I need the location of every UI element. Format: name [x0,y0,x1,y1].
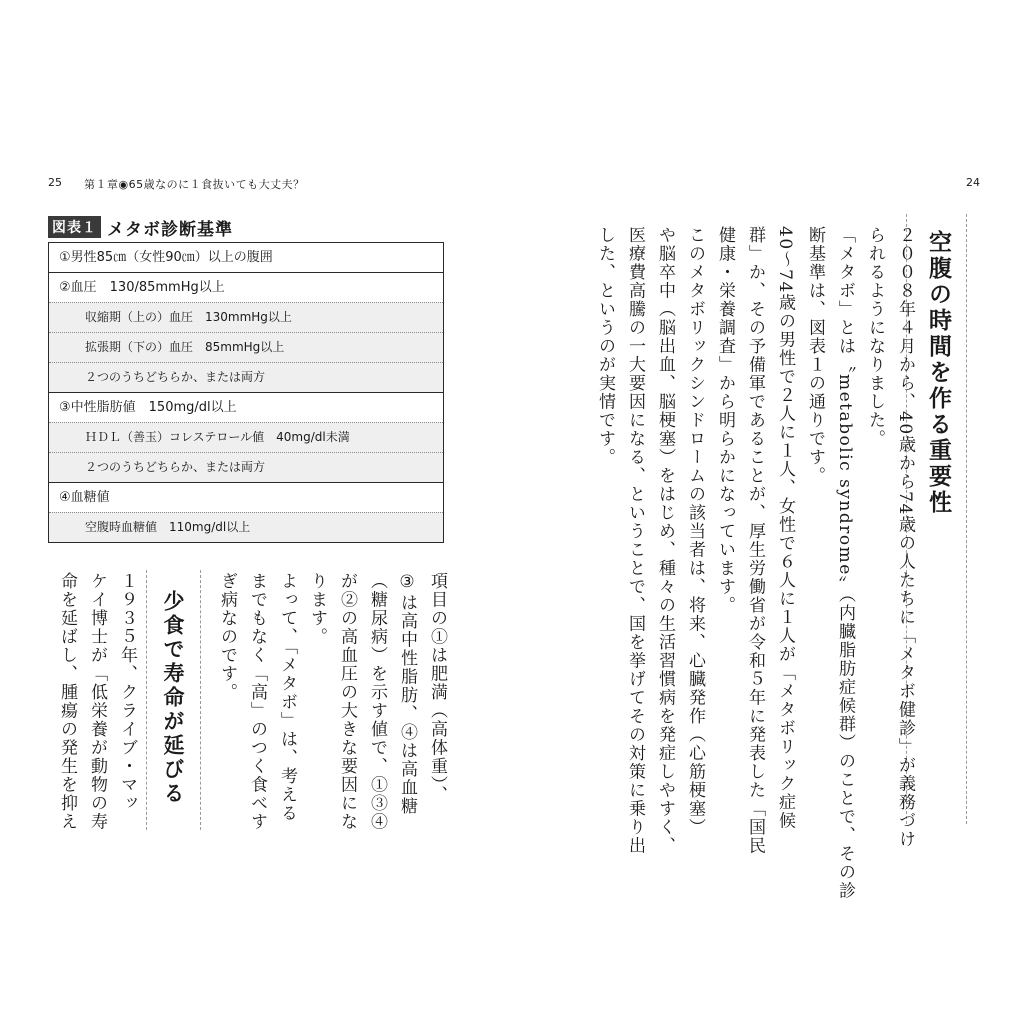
left-body-text-bottom: １９３５年、クライブ・マッ ケイ博士が「低栄養が動物の寿 命を延ばし、腫瘍の発生を抑え [57,572,137,831]
criteria-sub-row: ２つのうちどちらか、または両方 [49,362,443,392]
left-page-number: 25 [48,176,62,189]
left-heading-rule-right [200,570,201,830]
right-page-number: 24 [966,176,980,189]
left-section-heading: 少食で寿命が延びる [161,590,185,806]
criteria-sub-row: 拡張期（下の）血圧 85mmHg以上 [49,332,443,362]
criteria-sub-row: 空腹時血糖値 110mg/dl以上 [49,512,443,542]
criteria-group-blood-sugar [48,482,444,543]
right-heading-rule [966,214,967,824]
criteria-sub-row: 収縮期（上の）血圧 130mmHg以上 [49,302,443,332]
figure-label: 図表１ [48,216,101,238]
left-body-text-top: 項目の①は肥満（高体重）、 ③は高中性脂肪、④は高血糖 （糖尿病）を示す値で、①③④ が②の高血圧の大きな要因にな ります。 よって、「メタボ」は、考える までもなく「高」のつく食べす ぎ病なのです。 [217,572,447,831]
criteria-group-blood-pressure [48,272,444,392]
criteria-main-row: ②血圧 130/85mmHg以上 [49,273,443,302]
criteria-main-row: ③中性脂肪値 150mg/dl以上 [49,393,443,422]
criteria-group-lipids [48,392,444,482]
figure-title [48,217,233,240]
metabo-criteria-table [48,242,444,543]
right-body-text: ２００８年４月から、40歳から74歳の人たちに「メタボ健診」が義務づけ られるようになりました。 「メタボ」とは〝metabolic syndrome〟（内臓脂肪症候群）のことで、その診 断基準は、図表１の通りです。 40～74歳の男性で２人に１人、女性で６人に１人が「メタボリック症候 群」か、その予備軍であることが、厚生労働省が令和５年に発表した「国民 健康・栄養調査」から明らかになっています。 このメタボリックシンドロームの該当者は、将来、心臓発作（心筋梗塞） や脳卒中（脳出血、脳梗塞）をはじめ、種々の生活習慣病を発症しやすく、 医療費高騰の一大要因になる、ということで、国を挙げてその対策に乗り出 した、というのが実情です。 [595,226,915,901]
criteria-group-waist [48,242,444,272]
chapter-running-head: 第１章◉65歳なのに１食抜いても大丈夫？ [84,178,305,191]
figure-name: メタボ診断基準 [107,219,233,240]
right-section-heading: 空腹の時間を作る重要性 [925,230,951,516]
criteria-main-row: ④血糖値 [49,483,443,512]
criteria-sub-row: ２つのうちどちらか、または両方 [49,452,443,482]
left-heading-rule-left [146,570,147,830]
criteria-sub-row: ＨＤＬ（善玉）コレステロール値 40mg/dl未満 [49,422,443,452]
criteria-main-row: ①男性85㎝（女性90㎝）以上の腹囲 [49,243,443,272]
